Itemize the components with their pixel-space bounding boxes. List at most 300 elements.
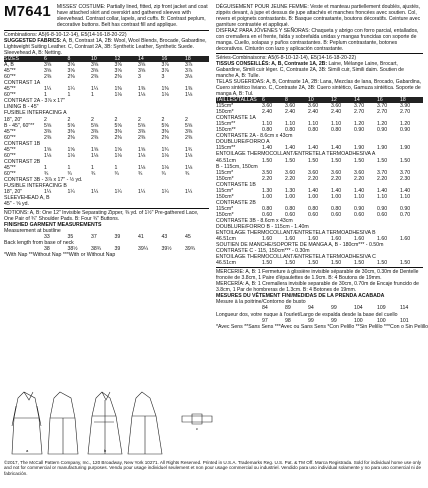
cell: 3⅝ (44, 62, 52, 69)
cell: 1.50 (262, 157, 273, 164)
cell: 1.50 (400, 260, 411, 267)
row-label: ENTOILAGE THERMOCOLLANT/ENTRETELA TERMOADHESIVA C (216, 254, 376, 261)
cell: 2.40 (262, 109, 273, 116)
row-label: 115cm* (216, 205, 234, 212)
cell: 35 (67, 234, 74, 241)
garment-line-drawings (2, 386, 216, 456)
cell (68, 201, 92, 207)
cell (138, 201, 162, 207)
cell: ¾ (67, 170, 72, 177)
header (4, 4, 209, 28)
english-column (4, 4, 209, 259)
cell: 5⅝ (44, 122, 52, 129)
cell: 100 (377, 317, 386, 324)
row-label: SOUTIEN DE MANCHE/SOPORTE DE MANGA A, B - 180cm*** - 0.50m (216, 242, 384, 249)
mercerie: MERCERIE: A, B: 1 Fermeture à glissière invisible séparable de 30cm, 0.30m de Dentelle froncée de 3.8cm, 1 Paire d'épaulettes de 1.9cm. B: 4 Boutons de 19mm. (216, 269, 419, 282)
cell (44, 201, 68, 207)
cell: 1.50 (285, 157, 296, 164)
fr-back-label: Longueur dos, votre nuque à l'ourlet/Largo de espalda desde la base del cuello (216, 311, 398, 318)
cell: 1⅝ (114, 146, 122, 153)
cell: 12 (331, 97, 337, 104)
row-label: 115cm** (216, 121, 236, 128)
cell: 94 (308, 305, 314, 312)
cell: 1⅛ (67, 152, 75, 159)
cell: 0.60 (377, 211, 388, 218)
cell: 1.60 (377, 236, 388, 243)
figure-label-b: b (104, 448, 107, 453)
row-label: 115cm* (216, 187, 234, 194)
yardage-table (4, 62, 209, 207)
cell: 99 (331, 317, 337, 324)
view-c-belt-drawing (182, 414, 212, 424)
cell: 1¾ (185, 146, 193, 153)
row-label: CONTRASTE 1A (216, 115, 256, 122)
cell: 16 (161, 56, 168, 63)
cell: 1⅜ (138, 86, 146, 93)
cell: 1⅛ (114, 92, 122, 99)
divider (4, 30, 209, 31)
cell: 3⅝ (91, 62, 99, 69)
cell: 2 (161, 116, 165, 123)
cell: 1.60 (262, 236, 273, 243)
cell: 1⅛ (185, 164, 193, 171)
cell: 38¾ (91, 246, 102, 253)
cell: 10 (308, 97, 314, 104)
nap-note: *With Nap **Without Nap ***With or Without Nap (4, 252, 116, 259)
fabrics-text: A, B, Contrast 1A, 2B: Wool, Wool Blends, Brocade, Gabardine, Lightweight Suiting Leather. C, Contrast 2A, 3B: Synthetic Leather, Synthetic Suede. Sleevehead A, B: Netting. (4, 38, 207, 57)
view-a-back-drawing (48, 392, 78, 454)
cell: 1.50 (377, 157, 388, 164)
cell: 1.10 (331, 121, 342, 128)
cell: 1.40 (400, 187, 411, 194)
cell: 16 (377, 97, 383, 104)
cell: 3⅞ (161, 62, 169, 69)
cell: 2.70 (354, 109, 365, 116)
cell: 2 (91, 116, 94, 123)
cell: 5⅝ (138, 122, 146, 129)
fr-bust-row (216, 305, 423, 311)
cell: 2⅜ (114, 134, 122, 141)
copyright-footer (4, 460, 423, 476)
fr-back-row (216, 318, 423, 324)
cell: 1.10 (308, 121, 319, 128)
cell: 1.60 (285, 236, 296, 243)
cell: 3⅝ (44, 68, 52, 75)
cell: 1.50 (377, 260, 388, 267)
row-label: 45"** (4, 164, 16, 171)
view-b-front-drawing (88, 392, 122, 454)
cell: 0.90 (354, 205, 365, 212)
cell: 1⅛ (185, 152, 193, 159)
combinations: Combinations: A5(6-8-10-12-14), E5(14-16-18-20-22) (4, 32, 127, 38)
cell: 1⅝ (44, 146, 52, 153)
row-label: 46.51cm (216, 157, 236, 164)
cell: 3⅞ (185, 68, 193, 75)
cell: 1⅜ (161, 86, 169, 93)
row-label: CONTRAST 1B (4, 140, 41, 147)
cell: 5⅝ (185, 122, 193, 129)
cell: 99 (331, 305, 337, 312)
cell: 1.20 (377, 121, 388, 128)
bust-label: Measurement at bustline (4, 228, 61, 235)
cell: 98 (285, 317, 291, 324)
cell: 1.00 (285, 193, 296, 200)
cell: 0.80 (285, 205, 296, 212)
cell: 38 (44, 246, 50, 253)
row-label: B - 115cm, 150cm (216, 163, 258, 170)
fabrics (4, 38, 209, 56)
cell: 2.20 (285, 175, 296, 182)
description: MISSES' COSTUME: Partially lined, fitted, zip front jacket and coat have attached skirt and overskirt and gathered sleeves with sleevehead. Contrast collar, lapels, and cuffs. B: Contrast peplum, decorative buttons. Belt has contrast fill and applique. (56, 4, 208, 28)
row-label: 115cm** (216, 145, 236, 152)
cell: 2⅜ (67, 74, 75, 81)
cell: 0.60 (285, 211, 296, 218)
cell: 1⅛ (161, 92, 169, 99)
cell (185, 201, 209, 207)
cell: 1.40 (262, 145, 273, 152)
cell: 1¼ (67, 189, 75, 196)
cell: 0.80 (331, 205, 342, 212)
cell: 1.50 (308, 260, 319, 267)
cell: 3⅜ (138, 128, 146, 135)
cell: 2 (67, 116, 71, 123)
cell: 1¼ (161, 189, 169, 196)
cell: 1.40 (377, 187, 388, 194)
cell: 2⅜ (138, 134, 146, 141)
cell: 0.60 (354, 211, 365, 218)
cell: 6 (262, 97, 265, 104)
cell: 1⅛ (44, 152, 52, 159)
cell: 1.50 (354, 260, 365, 267)
french-spanish-column (216, 4, 428, 330)
cell: 3⅝ (91, 68, 99, 75)
cell: 3 (138, 74, 141, 81)
cell: 18 (400, 97, 406, 104)
cell: 1⅛ (114, 152, 122, 159)
cell: 10 (91, 56, 97, 63)
fr-combinations: Séries-Combinaisons: A5(6-8-10-12-14), E5(14-16-18-20-22) (216, 55, 357, 61)
cell: 6 (44, 56, 47, 63)
cell: 3.60 (354, 169, 365, 176)
cell: 1¾ (161, 146, 169, 153)
cell: 104 (354, 305, 363, 312)
row-label: 150cm* (216, 175, 234, 182)
cell: 1.40 (354, 187, 365, 194)
es-description: DISFRAZ PARA JÓVENES Y SEÑORAS: Chaqueta y abrigo con forro parcial, entallados, con cremallera en el frente, falda y sobrefalda unidas y mangas fruncidas con soporte de manga. Cuello, solapas y puños contrastantes. B: Peplum contrastante, botones decorativos. Cinturón con lazo y aplicación contrastante. (216, 28, 419, 52)
cell: 1.40 (331, 187, 342, 194)
cell: 89 (285, 305, 291, 312)
cell: 45 (185, 234, 191, 241)
cell: 1.90 (377, 145, 388, 152)
cell: 2 (185, 116, 188, 123)
cell: 0.90 (377, 205, 388, 212)
cell: 1⅝ (91, 146, 99, 153)
cell: 39 (114, 246, 121, 253)
cell: 1¼ (114, 189, 122, 196)
cell: 1.00 (308, 193, 319, 200)
row-label: 115cm* (216, 169, 234, 176)
row-label: 60"** (4, 170, 16, 177)
cell: 3⅜ (91, 128, 99, 135)
row-label: 150cm* (216, 211, 234, 218)
notions: NOTIONS: A, B: One 12" Invisible Separating Zipper, ⅜ yd. of 1½" Pre-gathered Lace, One Pair of ¾" Shoulder Pads. B: Four ¾" Buttons. (4, 210, 199, 223)
cell: 3⅝ (138, 62, 146, 69)
row-label: DOUBLURE/FORRO B - 115cm - 1.40m (216, 224, 309, 231)
cell: 3.60 (285, 169, 296, 176)
cell: 8 (285, 97, 288, 104)
back-label: Back length from base of neck (4, 240, 74, 247)
pattern-code: M7641 (4, 3, 51, 20)
row-label: SLEEVEHEAD A, B (4, 195, 50, 202)
cell: 3⅝ (138, 68, 146, 75)
cell: 3⅝ (67, 68, 75, 75)
cell: 1⅝ (138, 146, 146, 153)
cell (115, 201, 139, 207)
row-label: 150cm* (216, 109, 234, 116)
row-label: CONTRAST 2B (4, 158, 41, 165)
cell: 3.60 (331, 103, 342, 110)
cell: 1⅛ (138, 152, 146, 159)
cell: 84 (262, 305, 268, 312)
copyright-en: ©2017, The McCall Pattern Company, Inc., 120 Broadway, New York 10271. All Rights Reserved. Printed in U.S.A. Trademarks Reg. U.S. Pat. & TM Off. Marca Registrada. Sold for individual home use only and not for commercial or manufacturing purposes. (4, 460, 422, 471)
cell: 1.90 (354, 145, 365, 152)
cell: 1⅜ (114, 86, 122, 93)
cell: 0.90 (354, 127, 365, 134)
row-label: FUSIBLE INTERFACING B (4, 183, 67, 190)
fr-fabrics (216, 61, 423, 79)
figure-label-c: c (196, 426, 198, 431)
cell: 2 (138, 116, 141, 123)
cell: 1.30 (285, 187, 296, 194)
row-label: 60"** (4, 134, 16, 141)
cell: 1.10 (354, 193, 365, 200)
cell: 101 (400, 317, 409, 324)
cell: 1 (44, 92, 47, 99)
cell: 3.60 (308, 169, 319, 176)
row-label: 18", 20" (4, 189, 23, 196)
fr-finished-title: MESURES DU VÊTEMENT FINI/MEDIDAS DE LA PRENDA ACABADA (216, 293, 385, 300)
row-label: FUSIBLE INTERFACING A (4, 110, 67, 117)
cell: ¾ (44, 170, 49, 177)
cell: 39½ (161, 246, 172, 253)
cell: 1.50 (400, 157, 411, 164)
cell: 1.40 (308, 187, 319, 194)
cell: 5⅝ (91, 122, 99, 129)
cell: 3.60 (285, 103, 296, 110)
row-label: CONTRASTE 2B (216, 199, 256, 206)
cell: 3⅝ (67, 62, 75, 69)
cell: 2⅜ (67, 134, 75, 141)
cell: 38½ (67, 246, 78, 253)
cell: 0.80 (331, 127, 342, 134)
cell: 1⅛ (91, 152, 99, 159)
cell: 109 (377, 305, 386, 312)
row-label: 115cm* (216, 103, 234, 110)
cell: 1 (91, 164, 94, 171)
cell: ¾ (138, 170, 143, 177)
cell: 1¼ (91, 189, 99, 196)
cell: 1.10 (262, 121, 273, 128)
cell: 1.60 (308, 236, 319, 243)
cell: 1.90 (400, 145, 411, 152)
cell: 39 (114, 234, 121, 241)
row-label: CONTRASTE 1B (216, 181, 256, 188)
cell: 2⅜ (91, 74, 99, 81)
row-label: 60"** (4, 152, 16, 159)
view-a-front-drawing (12, 392, 42, 454)
cell: 2.20 (377, 175, 388, 182)
cell: 0.80 (285, 127, 296, 134)
cell: 2.20 (262, 175, 273, 182)
row-label: CONTRASTE C - 115, 150cm*** - 0.30m (216, 248, 310, 255)
cell: 1 (44, 164, 47, 171)
cell: 2.40 (285, 109, 296, 116)
cell: 1.10 (285, 121, 296, 128)
cell: 0.60 (262, 211, 273, 218)
cell: 39¾ (185, 246, 196, 253)
cell: 0.80 (262, 127, 273, 134)
finished-title: FINISHED GARMENT MEASUREMENTS (4, 222, 102, 229)
cell: 3.60 (331, 169, 342, 176)
table-row (4, 201, 209, 207)
cell: 1.40 (285, 145, 296, 152)
cell: 1.60 (331, 236, 342, 243)
cell: 1.50 (308, 157, 319, 164)
cell: ¾ (91, 170, 96, 177)
row-label: 45"** (4, 146, 16, 153)
row-label: ENTOILAGE THERMOCOLLANT/ENTRETELA TERMOADHESIVA A (216, 151, 376, 158)
cell: 1⅛ (161, 164, 169, 171)
cell: 1.20 (400, 121, 411, 128)
cell: 0.90 (377, 127, 388, 134)
cell: ¾ (161, 170, 166, 177)
cell: 1.50 (262, 260, 273, 267)
divider (216, 53, 423, 54)
cell: 1.60 (354, 236, 365, 243)
cell: 3.50 (262, 169, 273, 176)
cell: 5⅝ (67, 122, 75, 129)
fr-description: DÉGUISEMENT POUR JEUNE FEMME: Veste et manteau partiellement doublés, ajustés, zippés devant, à jupe et dessus de jupe attachés et manches froncées avec soutien. Col, revers et poignets contrastants. B: Basque contrastante, boutons décoratifs. Ceinture avec garniture contrastée et appliqué. (216, 4, 421, 28)
row-label: 45" - ⅝ yd. (4, 201, 29, 208)
cell: 1.50 (354, 157, 365, 164)
cell: 1¼ (91, 86, 99, 93)
cell: 1⅛ (161, 152, 169, 159)
copyright-fr: Vendu pour usage individuel seulement et non pour usage commercial ou industriel. Vendido para uso individual solamente y no para uso comercial ni de fabricación. (4, 465, 422, 476)
cell: 2 (114, 116, 118, 123)
cell: 41 (138, 234, 144, 241)
row-label: 45"** (4, 86, 16, 93)
es-fabrics: TELAS SUGERIDAS: A, B, Contraste 1A, 2B: Lana, Mezclas de lana, Brocado, Gabardina, Cuero sintético liviano. C, Contraste 2A, 3B: Cuero sintético, Gamuza sintética. Soporte de manga A, B: Tul. (216, 79, 421, 98)
cell: 39¼ (138, 246, 149, 253)
row-label: 45"** (4, 128, 16, 135)
cell: 3.90 (400, 103, 411, 110)
cell: 99 (308, 317, 314, 324)
cell: 43 (161, 234, 168, 241)
cell: ¾ (114, 170, 119, 177)
row-label (216, 305, 262, 311)
cell: 1.60 (400, 236, 411, 243)
cell: 1.40 (308, 145, 319, 152)
row-label: B - 45", 60"** (4, 122, 35, 129)
cell: 2.20 (331, 175, 342, 182)
cell: 97 (262, 317, 268, 324)
cell: 100 (354, 317, 363, 324)
cell: 1⅝ (67, 146, 75, 153)
row-label: 46.51cm (216, 260, 236, 267)
cell: 114 (400, 305, 409, 312)
cell: 1 (67, 164, 71, 171)
cell: 2 (44, 116, 47, 123)
cell: 1⅛ (138, 164, 146, 171)
cell: 3.60 (262, 103, 273, 110)
cell: 3⅝ (114, 68, 122, 75)
view-b-back-drawing (128, 392, 162, 454)
row-label: CONTRAST 1A (4, 80, 41, 87)
cell: 3⅜ (44, 128, 52, 135)
cell: 1.40 (331, 145, 342, 152)
row-label: CONTRASTE 3B - 8.6cm x 43cm (216, 217, 293, 224)
cell: 2⅜ (161, 134, 169, 141)
cell: 1¼ (44, 189, 52, 196)
cell: 0.80 (308, 205, 319, 212)
cell: 3⅜ (161, 128, 169, 135)
row-label: TAILLES/TALLAS (216, 97, 257, 104)
cell: 2.40 (331, 109, 342, 116)
row-label: 60"** (4, 74, 16, 81)
cell: 18 (185, 56, 191, 63)
cell: 1¼ (138, 189, 146, 196)
cell: 0.90 (400, 205, 411, 212)
cell: 3⅛ (185, 74, 193, 81)
row-label: CONTRAST 2A - 3⅞ x 17" (4, 98, 65, 105)
row-label: 18", 20" (4, 116, 23, 123)
cell (91, 201, 115, 207)
cell: 2.30 (400, 175, 411, 182)
row-label (216, 318, 262, 324)
cell: 1⅛ (138, 92, 146, 99)
cell: 3.70 (400, 169, 411, 176)
cell: 3⅞ (185, 62, 193, 69)
cell: 1.10 (400, 193, 411, 200)
figure-label-a: a (26, 448, 29, 453)
cell: 1¼ (67, 86, 75, 93)
cell: 3.70 (377, 169, 388, 176)
cell: 14 (138, 56, 144, 63)
cell: 3.60 (308, 103, 319, 110)
cell: ¾ (185, 170, 190, 177)
row-label: A, B (4, 62, 14, 69)
cell: 3 (161, 74, 165, 81)
cell: 1⅜ (185, 86, 193, 93)
table-row (216, 260, 423, 266)
cell: 8 (67, 56, 71, 63)
cell: 1.10 (377, 193, 388, 200)
cell: 0.60 (331, 211, 342, 218)
cell: 2.20 (354, 175, 365, 182)
cell: 1 (91, 92, 94, 99)
cell: 2.70 (377, 109, 388, 116)
cell: 12 (114, 56, 121, 63)
cell: 3⅞ (161, 68, 169, 75)
cell: 1.30 (262, 187, 273, 194)
cell: 1.00 (262, 193, 273, 200)
cell: 0.80 (262, 205, 273, 212)
cell: 1.50 (331, 157, 342, 164)
cell: 0.60 (308, 211, 319, 218)
cell: 3.70 (377, 103, 388, 110)
cell: 1¼ (44, 86, 52, 93)
row-label: 150cm** (216, 127, 236, 134)
